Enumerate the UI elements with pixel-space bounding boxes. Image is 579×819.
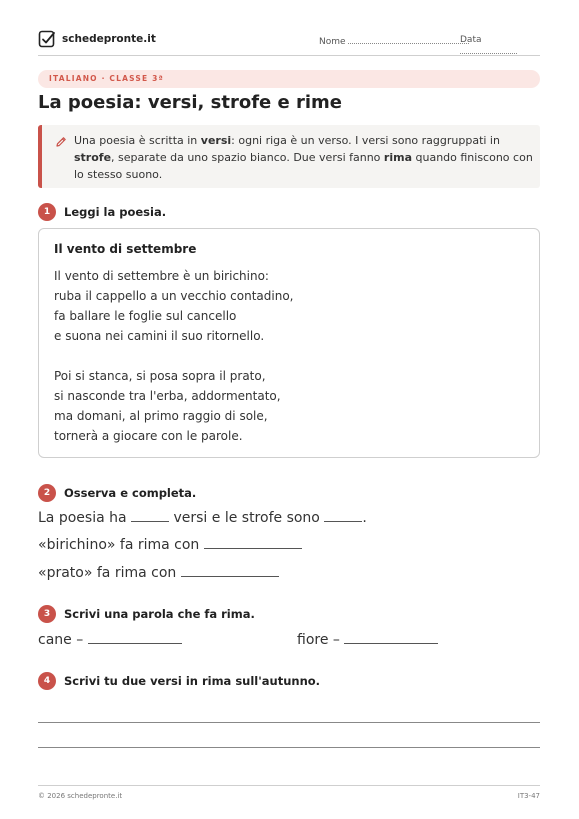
info-text: [74, 132, 536, 183]
exercise-text: .: [362, 510, 367, 526]
pencil-icon: [55, 136, 67, 148]
date-field: [460, 35, 540, 57]
exercise-2-line-1: [38, 510, 367, 526]
poem-line: ruba il cappello a un vecchio contadino,: [54, 289, 294, 303]
exercise-text: cane –: [38, 632, 84, 648]
keyword: rima: [383, 151, 412, 164]
info-text-part: , separate da uno spazio bianco. Due versi fanno: [111, 151, 384, 164]
poem-line: Il vento di settembre è un birichino:: [54, 269, 269, 283]
step-number-badge: 2: [38, 484, 56, 502]
name-field: [319, 35, 469, 47]
name-dotted-line: [348, 35, 469, 44]
writing-line-2[interactable]: [38, 747, 540, 748]
poem-box: [38, 228, 540, 458]
exercise-2-line-2: [38, 537, 302, 553]
poem-text: [54, 266, 293, 446]
step-label: Leggi la poesia.: [64, 205, 167, 219]
answer-blank-cane[interactable]: [88, 632, 182, 644]
keyword: versi: [200, 134, 232, 147]
answer-blank-rhyme-1[interactable]: [204, 537, 302, 549]
info-text-part: quando finiscono con lo stesso suono.: [74, 151, 533, 181]
name-label: Nome: [319, 37, 346, 47]
info-box: [38, 125, 540, 188]
answer-blank-stanzas[interactable]: [324, 510, 362, 522]
date-dotted-line: [460, 45, 517, 54]
stanza-gap: [54, 346, 293, 366]
exercise-text: fiore –: [297, 632, 340, 648]
poem-title: Il vento di settembre: [54, 242, 197, 256]
poem-line: tornerà a giocare con le parole.: [54, 429, 243, 443]
step-number-badge: 4: [38, 672, 56, 690]
exercise-text: «birichino» fa rima con: [38, 537, 200, 553]
answer-blank-verses[interactable]: [131, 510, 169, 522]
page-header: [38, 28, 540, 56]
exercise-text: La poesia ha: [38, 510, 127, 526]
poem-line: ma domani, al primo raggio di sole,: [54, 409, 268, 423]
page-footer: [38, 785, 540, 800]
exercise-3-item-1: [38, 632, 182, 648]
exercise-text: «prato» fa rima con: [38, 565, 177, 581]
subject-tag: ITALIANO · CLASSE 3ª: [49, 74, 164, 83]
keyword: strofe: [74, 151, 112, 164]
exercise-text: versi e le strofe sono: [173, 510, 320, 526]
checkbox-logo-icon: [38, 30, 56, 48]
step-label: Osserva e completa.: [64, 486, 197, 500]
site-name: schedepronte.it: [62, 33, 156, 45]
answer-blank-rhyme-2[interactable]: [181, 565, 279, 577]
poem-line: Poi si stanca, si posa sopra il prato,: [54, 369, 266, 383]
poem-line: fa ballare le foglie sul cancello: [54, 309, 237, 323]
info-text-part: Una poesia è scritta in: [74, 134, 201, 147]
date-label: Data: [460, 35, 482, 45]
step-label: Scrivi una parola che fa rima.: [64, 607, 255, 621]
step-label: Scrivi tu due versi in rima sull'autunno.: [64, 674, 321, 688]
poem-line: e suona nei camini il suo ritornello.: [54, 329, 265, 343]
subject-tag-bar: [38, 70, 540, 88]
exercise-3-item-2: [297, 632, 438, 648]
exercise-2-line-3: [38, 565, 279, 581]
step-number-badge: 1: [38, 203, 56, 221]
poem-line: si nasconde tra l'erba, addormentato,: [54, 389, 281, 403]
writing-line-1[interactable]: [38, 722, 540, 723]
worksheet-code: IT3-47: [517, 792, 540, 800]
copyright: © 2026 schedepronte.it: [38, 792, 123, 800]
page-title: La poesia: versi, strofe e rime: [38, 92, 342, 113]
step-number-badge: 3: [38, 605, 56, 623]
answer-blank-fiore[interactable]: [344, 632, 438, 644]
info-text-part: : ogni riga è un verso. I versi sono raggruppati in: [231, 134, 500, 147]
